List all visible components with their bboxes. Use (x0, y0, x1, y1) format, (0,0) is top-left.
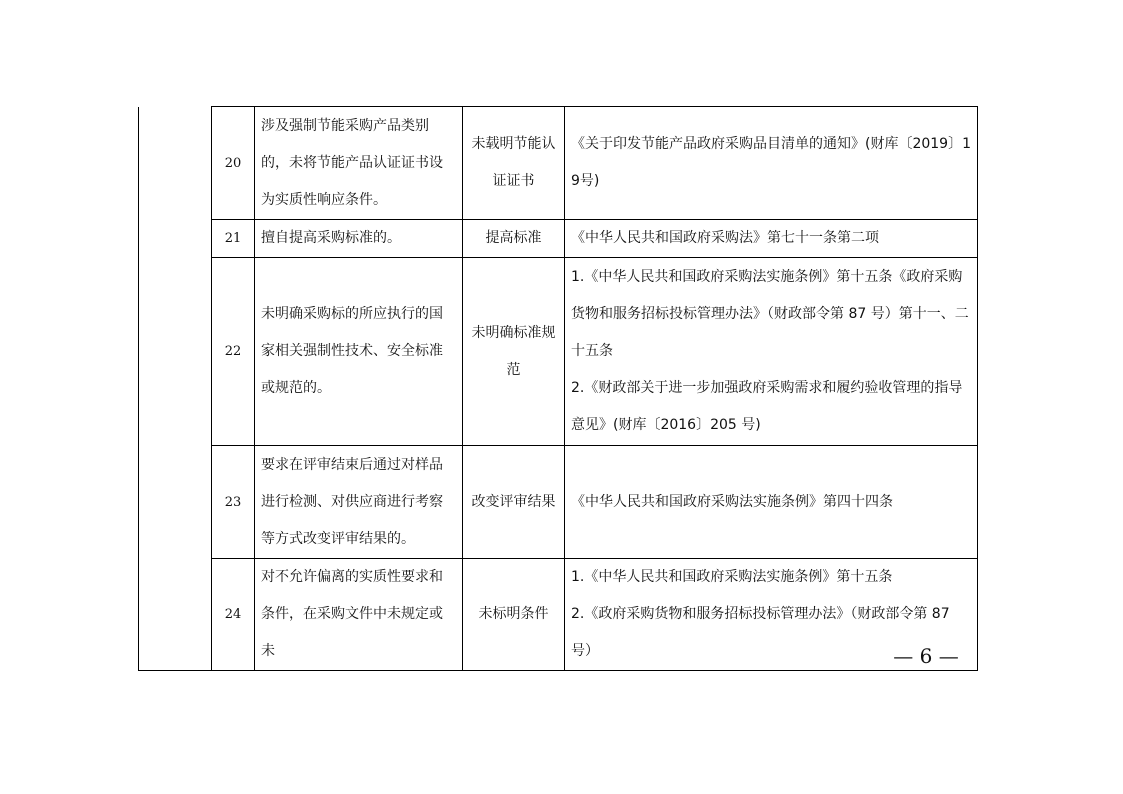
left-margin-cell (139, 446, 212, 559)
row-number: 21 (212, 220, 255, 258)
left-margin-cell (139, 559, 212, 671)
issue-description: 对不允许偏离的实质性要求和条件，在采购文件中未规定或未 (255, 559, 463, 671)
table-row (139, 559, 978, 671)
left-margin-cell (139, 258, 212, 446)
issue-category: 未明确标准规范 (463, 258, 565, 446)
table-row (139, 220, 978, 258)
issue-description: 未明确采购标的所应执行的国家相关强制性技术、安全标准或规范的。 (255, 258, 463, 446)
page-number: — 6 — (893, 644, 959, 668)
left-margin-cell (139, 107, 212, 220)
issue-description: 擅自提高采购标准的。 (255, 220, 463, 258)
issue-category: 改变评审结果 (463, 446, 565, 559)
legal-basis (565, 220, 978, 258)
issue-category: 提高标准 (463, 220, 565, 258)
issue-category: 未标明条件 (463, 559, 565, 671)
issue-category: 未载明节能认证证书 (463, 107, 565, 220)
legal-basis-line: 1.《中华人民共和国政府采购法实施条例》第十五条 (571, 569, 893, 585)
legal-basis-line: 《关于印发节能产品政府采购品目清单的通知》(财库〔2019〕19号) (571, 136, 971, 189)
table-row (139, 446, 978, 559)
legal-basis (565, 107, 978, 220)
row-number: 20 (212, 107, 255, 220)
issue-description: 涉及强制节能采购产品类别的，未将节能产品认证证书设为实质性响应条件。 (255, 107, 463, 220)
legal-basis-line: 1.《中华人民共和国政府采购法实施条例》第十五条《政府采购货物和服务招标投标管理办法》（财政部令第 87 号）第十一、二十五条 (571, 269, 969, 359)
legal-basis-line: 《中华人民共和国政府采购法》第七十一条第二项 (571, 230, 879, 246)
table-row (139, 258, 978, 446)
row-number: 24 (212, 559, 255, 671)
legal-basis (565, 258, 978, 446)
legal-basis (565, 446, 978, 559)
issue-description: 要求在评审结束后通过对样品进行检测、对供应商进行考察等方式改变评审结果的。 (255, 446, 463, 559)
left-margin-cell (139, 220, 212, 258)
legal-basis-line: 2.《财政部关于进一步加强政府采购需求和履约验收管理的指导意见》(财库〔2016〕205 号) (571, 380, 963, 433)
row-number: 22 (212, 258, 255, 446)
legal-basis-line: 2.《政府采购货物和服务招标投标管理办法》（财政部令第 87 号） (571, 606, 950, 659)
regulation-table (138, 106, 978, 671)
table-row (139, 107, 978, 220)
row-number: 23 (212, 446, 255, 559)
legal-basis-line: 《中华人民共和国政府采购法实施条例》第四十四条 (571, 493, 893, 510)
